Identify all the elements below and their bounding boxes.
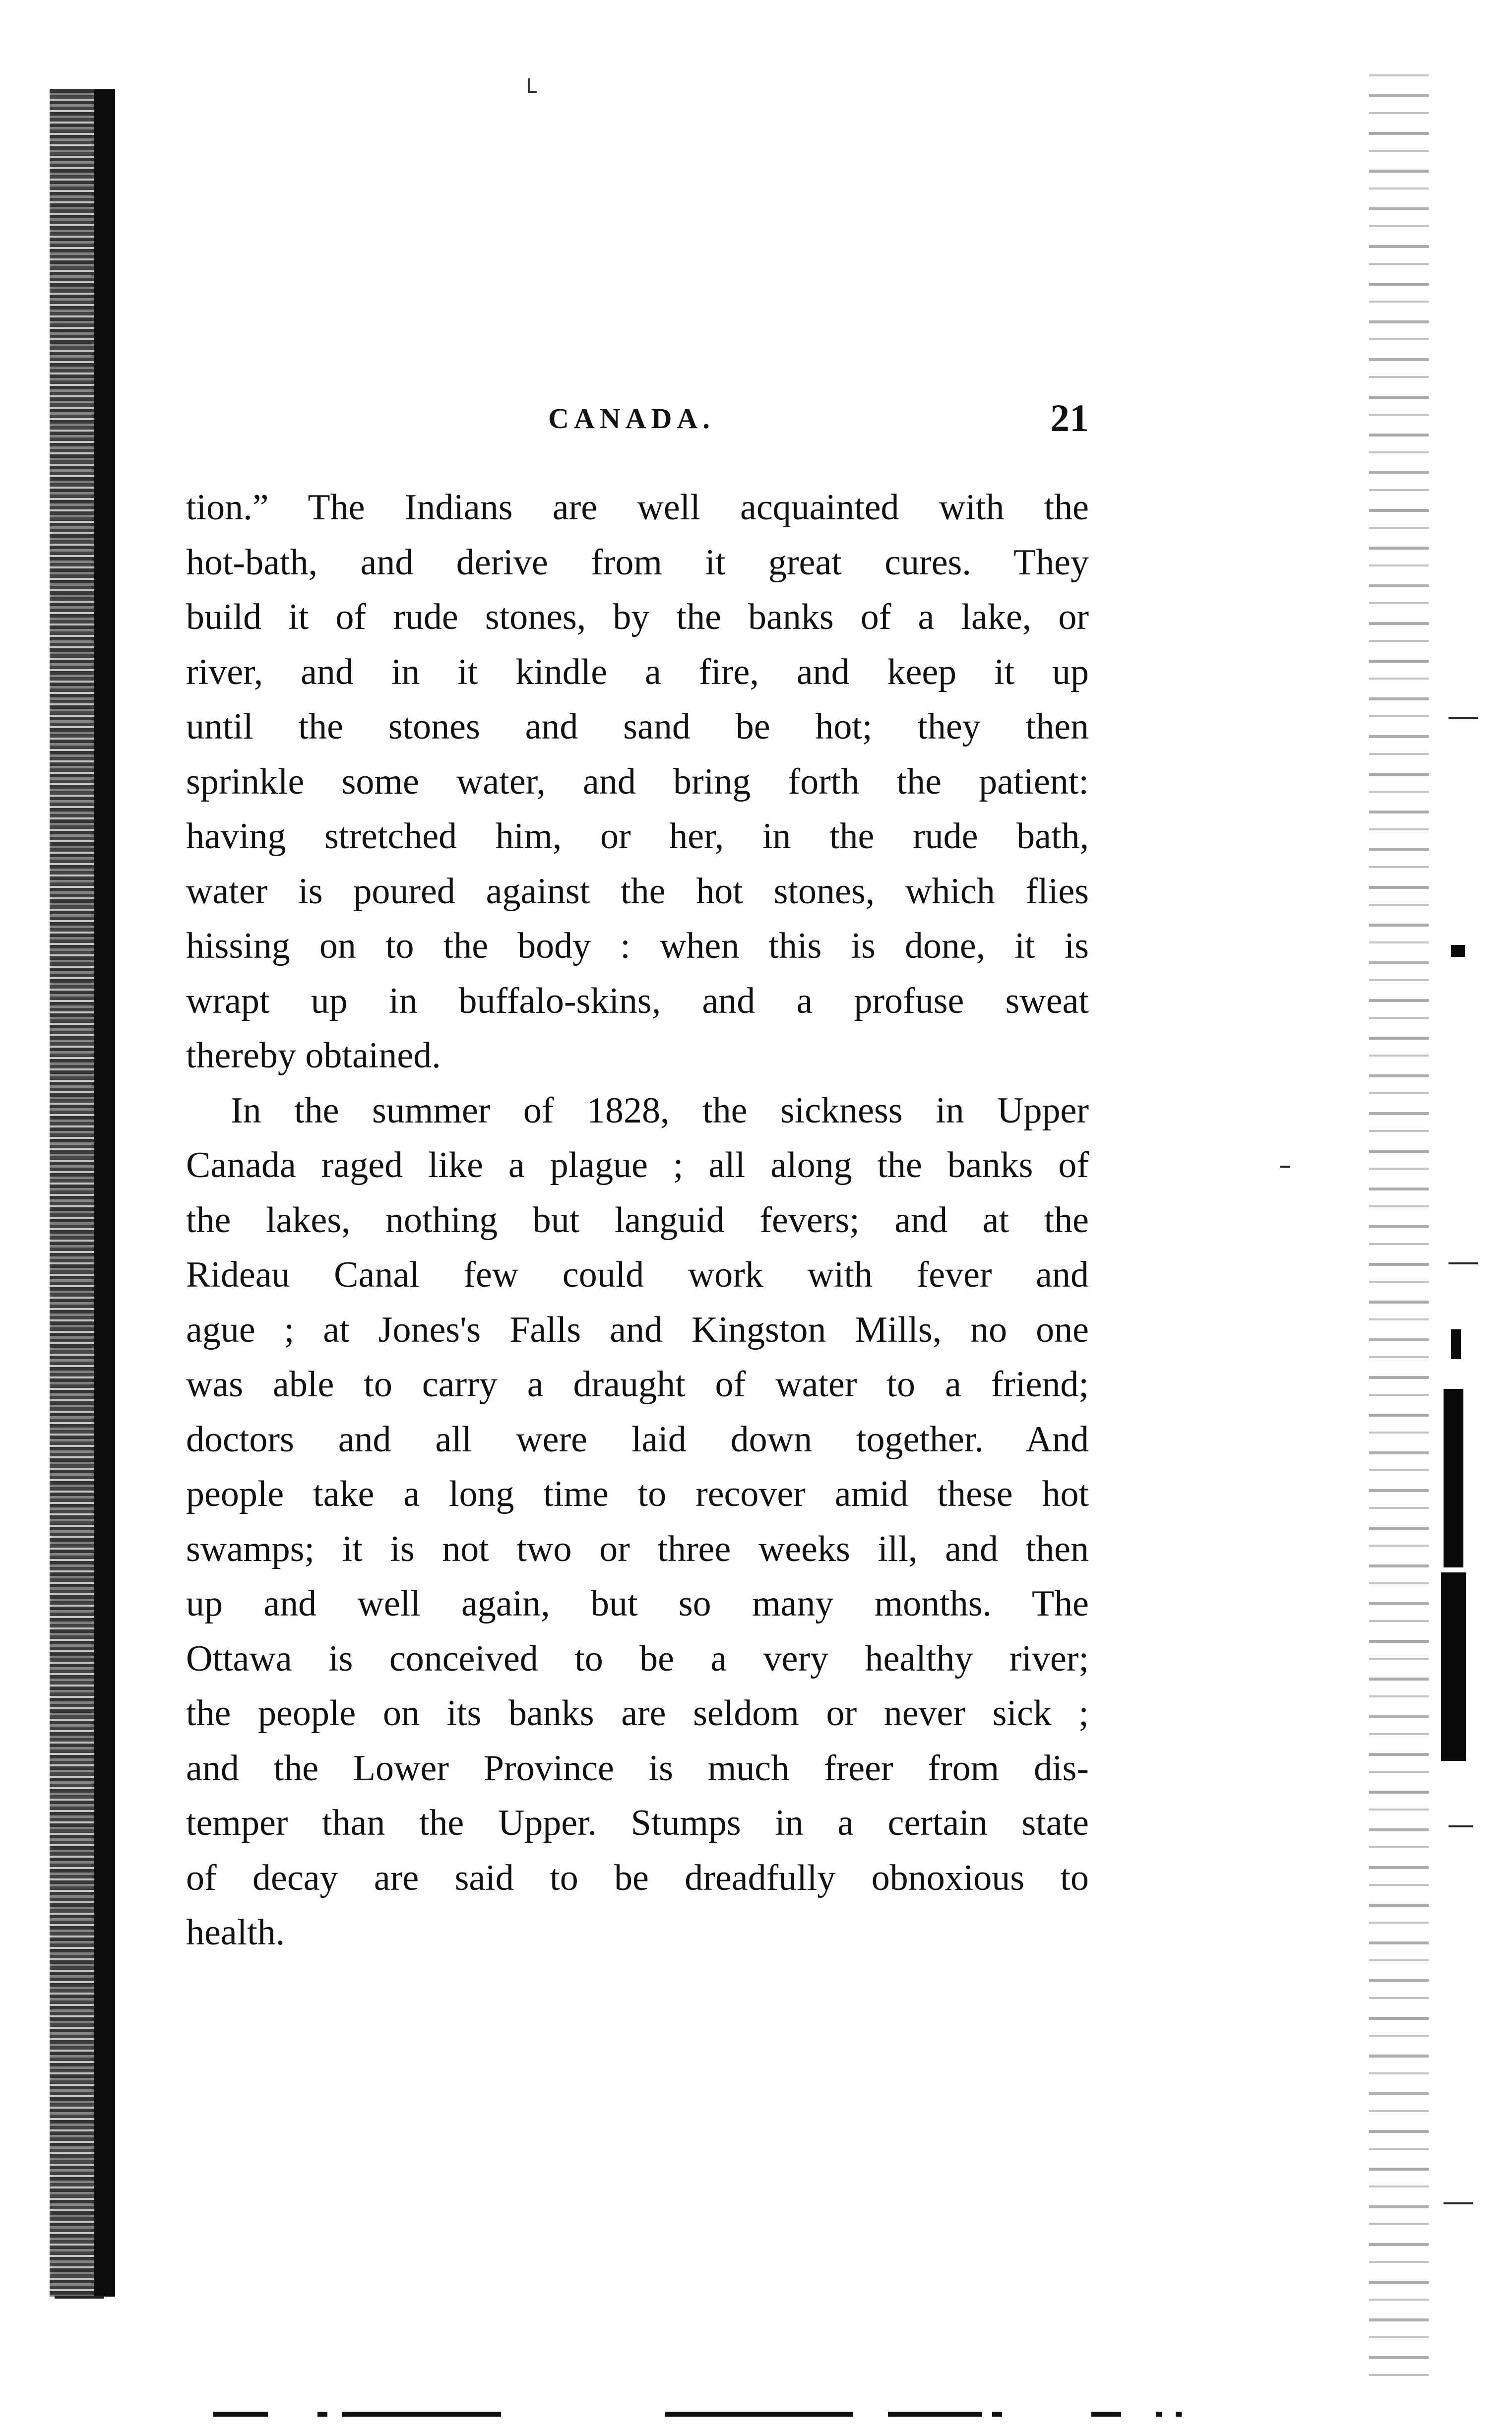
bottom-edge-dash-5 (888, 2412, 982, 2417)
bottom-edge-dash-8 (1156, 2412, 1162, 2417)
text-line: In the summer of 1828, the sickness in Upper (231, 1090, 1089, 1131)
margin-rule-5 (1280, 1166, 1290, 1168)
bottom-edge-dash-1 (213, 2412, 268, 2417)
text-line: tion.” The Indians are well acquainted with the (186, 487, 1089, 528)
text-line: having stretched him, or her, in the rude bath, (186, 816, 1089, 857)
text-line: hissing on to the body : when this is done, it is (186, 926, 1089, 966)
text-line: thereby obtained. (186, 1035, 441, 1076)
body-text (186, 480, 1089, 1960)
paragraph-2 (186, 1083, 1089, 1960)
bottom-edge-dash-6 (992, 2412, 1002, 2417)
text-line: and the Lower Province is much freer from dis- (186, 1748, 1089, 1789)
binding-rule-left (55, 2296, 104, 2299)
text-line: health. (186, 1912, 285, 1953)
text-line: of decay are said to be dreadfully obnoxious to (186, 1857, 1089, 1898)
text-line: build it of rude stones, by the banks of a lake, or (186, 597, 1089, 637)
page-edge-speckle-right (1369, 60, 1429, 2391)
bottom-edge-dash-2 (317, 2412, 327, 2417)
text-line: ague ; at Jones's Falls and Kingston Mills, no one (186, 1309, 1089, 1350)
stray-ink-mark: ᒪ (526, 75, 537, 97)
text-line: Rideau Canal few could work with fever and (186, 1254, 1089, 1295)
text-line: the people on its banks are seldom or never sick ; (186, 1693, 1089, 1734)
bottom-edge-dash-9 (1176, 2412, 1182, 2417)
text-line: hot-bath, and derive from it great cures. They (186, 542, 1089, 583)
text-line: the lakes, nothing but languid fevers; and at the (186, 1199, 1089, 1241)
text-line: up and well again, but so many months. The (186, 1583, 1089, 1624)
page-edge-mark-right-1 (1451, 945, 1465, 957)
margin-rule-3 (1449, 1825, 1473, 1827)
text-line: was able to carry a draught of water to a friend; (186, 1364, 1089, 1405)
text-line: people take a long time to recover amid these hot (186, 1474, 1089, 1514)
text-line: swamps; it is not two or three weeks ill, and then (186, 1528, 1089, 1569)
paragraph-1 (186, 480, 1089, 1083)
page-header (186, 396, 1089, 445)
margin-rule-2 (1449, 1262, 1478, 1264)
text-line: river, and in it kindle a fire, and keep it up (186, 651, 1089, 692)
running-head: CANADA. (548, 402, 715, 435)
text-line: Canada raged like a plague ; all along the banks of (186, 1145, 1089, 1186)
binding-edge-left (94, 89, 115, 2297)
bottom-edge-dash-3 (342, 2412, 501, 2417)
page-edge-mark-right-3 (1444, 1389, 1463, 1567)
text-line: sprinkle some water, and bring forth the patient: (186, 761, 1089, 802)
margin-rule-4 (1444, 2202, 1473, 2204)
text-line: doctors and all were laid down together. And (186, 1419, 1089, 1460)
page-edge-mark-right-2 (1451, 1329, 1461, 1359)
bottom-edge-dash-4 (665, 2412, 853, 2417)
text-line: water is poured against the hot stones, which flies (186, 871, 1089, 912)
text-line: temper than the Upper. Stumps in a certain state (186, 1803, 1089, 1843)
text-line: wrapt up in buffalo-skins, and a profuse sweat (186, 980, 1089, 1021)
text-line: Ottawa is conceived to be a very healthy river; (186, 1638, 1089, 1679)
page-number: 21 (1050, 396, 1089, 439)
margin-rule-1 (1449, 717, 1478, 719)
bottom-edge-dash-7 (1091, 2412, 1121, 2417)
page-edge-mark-right-4 (1441, 1572, 1466, 1761)
text-line: until the stones and sand be hot; they then (186, 706, 1089, 747)
